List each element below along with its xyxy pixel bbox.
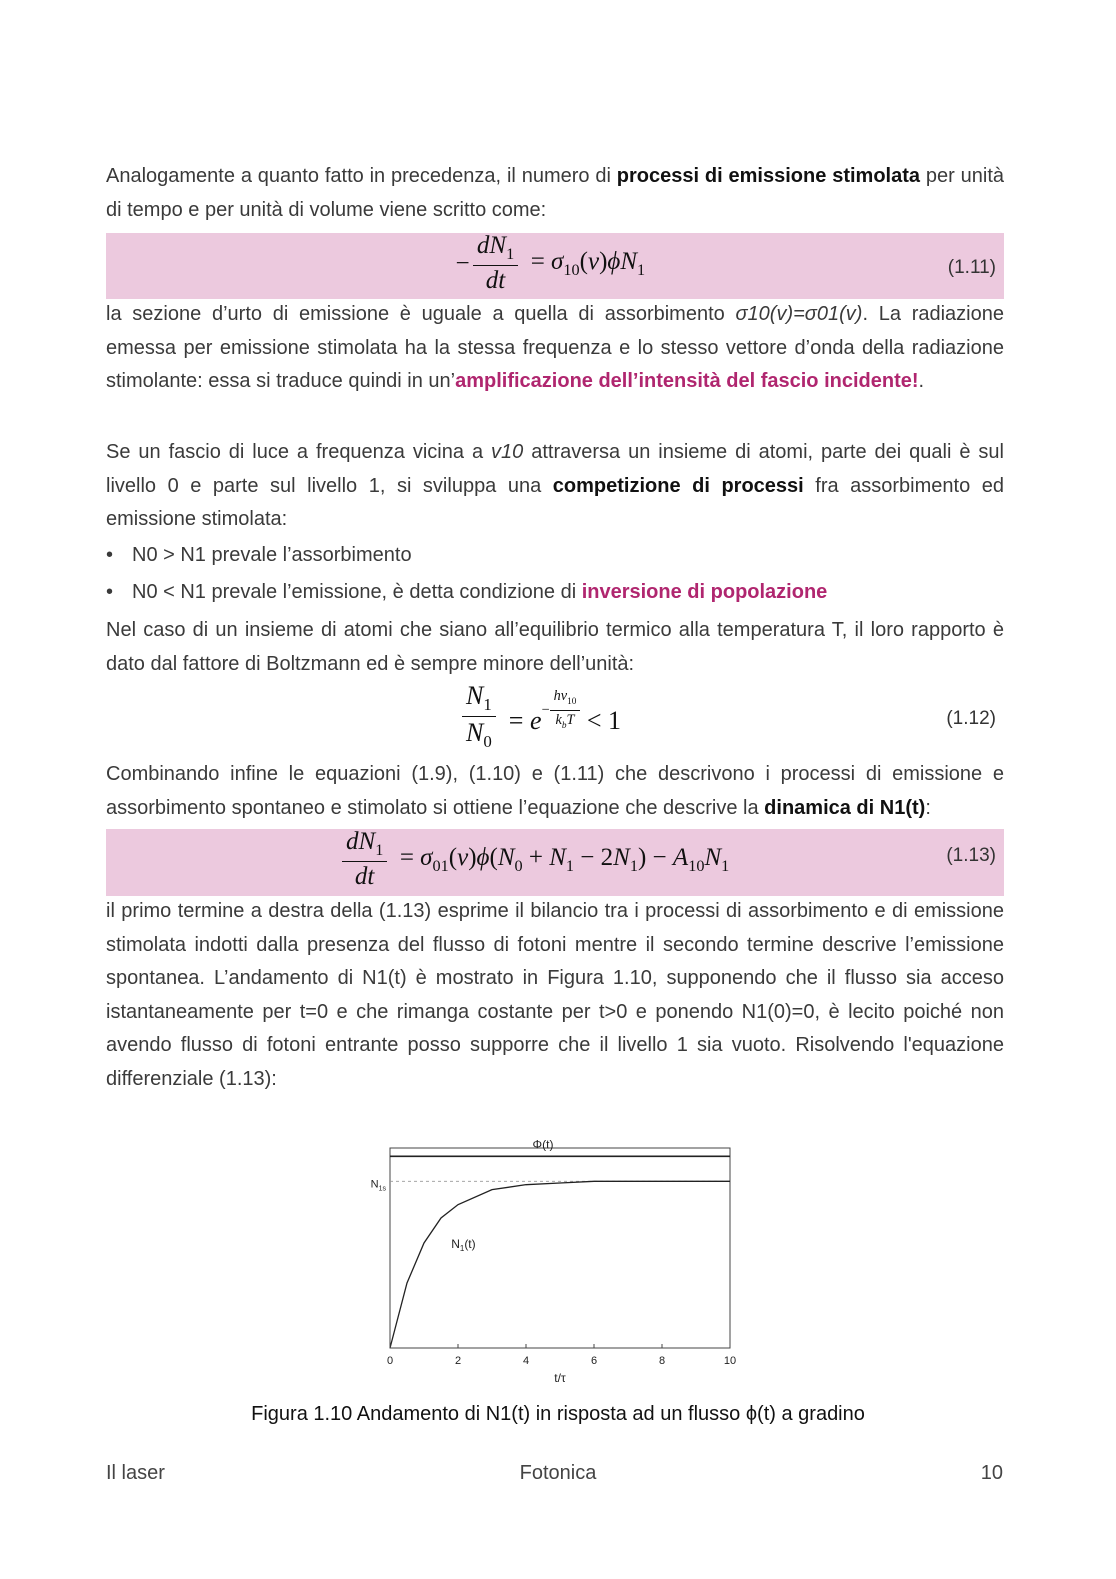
plot-frame (390, 1148, 730, 1348)
paragraph-4: Nel caso di un insieme di atomi che siano all’equilibrio termico alla temperatura T, il loro rapporto è dato dal fattore di Boltzmann ed è sempre minore dell’unità: (106, 619, 1004, 675)
p5-bold: dinamica di N1(t) (764, 796, 926, 819)
eq-1-12-formula: $\frac{N_1}{N_0}$ = $e^{- \frac{hv_{10}}{k_bT}}$ < 1 (462, 682, 621, 751)
series-label-phi: Φ(t) (532, 1140, 554, 1152)
p5-text-2: : (925, 796, 931, 819)
bullet-text: N0 < N1 prevale l’emissione, è detta condizione di (132, 581, 582, 603)
page-number: 10 (980, 1462, 1003, 1484)
equation-1-12 (106, 682, 1004, 754)
eq-number: (1.11) (947, 257, 996, 278)
p2-math: σ10(v)=σ01(v) (735, 303, 863, 325)
paragraph-1 (106, 160, 1004, 227)
x-tick-label: 2 (454, 1355, 462, 1367)
footer-left: Il laser (106, 1462, 165, 1484)
p3-text: Se un fascio di luce a frequenza vicina a (106, 441, 492, 463)
x-tick-label: 4 (522, 1355, 530, 1367)
p1-text: Analogamente a quanto fatto in precedenza, il numero di (106, 165, 617, 187)
p5-text: Combinando infine le equazioni (1.9), (1.10) e (1.11) che descrivono i processi di emissione e assorbimento spontaneo e stimolato si ottiene l’equazione che descrive la (106, 763, 1004, 819)
bullet-icon: • (106, 544, 114, 566)
figure-caption: Figura 1.10 Andamento di N1(t) in risposta ad un flusso ϕ(t) a gradino (251, 1403, 865, 1425)
x-tick-label: 10 (723, 1355, 737, 1367)
paragraph-3 (106, 436, 1004, 537)
p2-text-2: . La radiazione emessa per emissione stimolata ha la stessa frequenza e lo stesso vettore d’onda della radiazione stimolante: essa si traduce quindi in un’ (106, 303, 1004, 392)
paragraph-6: il primo termine a destra della (1.13) esprime il bilancio tra i processi di assorbimento e di emissione stimolata indotti dalla presenza del flusso di fotoni mentre il secondo termine descrive l’emissione spontanea. L’andamento di N1(t) è mostrato in Figura 1.10, supponendo che il flusso sia acceso istantaneamente per t=0 e che rimanga costante per t>0 e ponendo N1(0)=0, è lecito poiché non avendo flusso di fotoni entrante posso supporre che il livello 1 sia vuoto. Risolvendo l'equazione differenziale (1.13): (106, 900, 1004, 1090)
paragraph-5 (106, 758, 1004, 825)
bullet-highlight: inversione di popolazione (581, 581, 828, 603)
p1-bold: processi di emissione stimolata (616, 165, 921, 187)
bullet-icon: • (106, 581, 114, 603)
footer-center: Fotonica (519, 1462, 597, 1484)
p2-highlight: amplificazione dell’intensità del fascio incidente! (455, 370, 919, 392)
bullet-text-wrap (132, 581, 827, 604)
eq-number: (1.13) (946, 845, 996, 866)
x-tick-label: 6 (590, 1355, 598, 1367)
p3-math: v10 (491, 441, 524, 463)
p3-bold: competizione di processi (552, 474, 804, 497)
p2-text: la sezione d’urto di emissione è uguale a quella di assorbimento (106, 303, 736, 325)
bullet-text: N0 > N1 prevale l’assorbimento (132, 544, 412, 566)
x-tick-label: 0 (386, 1355, 394, 1367)
reference-line-label: $N_{1s}$ (370, 1178, 386, 1193)
p1-text-2: per unità di tempo e per unità di volume viene scritto come: (106, 165, 1004, 221)
n1-dynamics-chart (350, 1140, 750, 1385)
eq-1-11-formula: − $\frac{dN_1}{dt}$ = $\sigma_{10}(v)\phi N_1$ (454, 232, 646, 295)
series-label-n1: $N_1(t)$ (451, 1237, 476, 1253)
x-tick-label: 8 (658, 1355, 666, 1367)
x-axis-label: t/τ (554, 1371, 566, 1385)
paragraph-2 (106, 298, 1004, 399)
p3-text-2: attraversa un insieme di atomi, parte dei quali è sul livello 0 e parte sul livello 1, si sviluppa una (106, 441, 1005, 497)
eq-1-13-formula: $\frac{dN_1}{dt}$ = $\sigma_{01}(v)\phi(N_0 + N_1 - 2N_1) - A_{10}N_1$ (342, 829, 729, 890)
equation-1-11 (106, 233, 1004, 299)
p2-text-3: . (918, 370, 925, 392)
eq-number: (1.12) (946, 708, 996, 729)
equation-1-13 (106, 829, 1004, 896)
p3-text-3: fra assorbimento ed emissione stimolata: (106, 474, 1005, 530)
